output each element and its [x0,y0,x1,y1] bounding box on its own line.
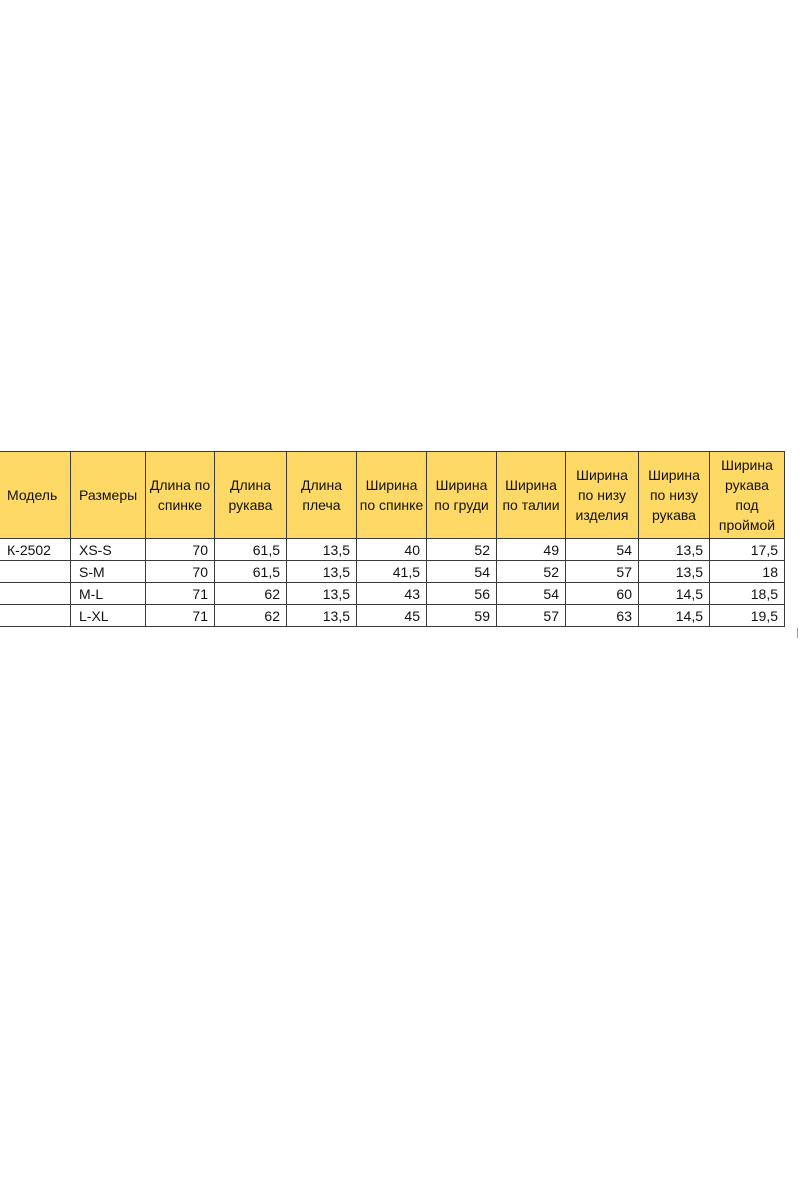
cell-value[interactable]: 62 [215,605,287,627]
cell-model[interactable] [0,583,71,605]
cell-value[interactable]: 63 [566,605,639,627]
table-header-row [0,452,785,539]
header-sleeve-hem-width[interactable]: Ширина по низу рукава [639,452,710,539]
cell-value[interactable]: 54 [566,539,639,561]
cell-size[interactable]: M-L [71,583,146,605]
header-sleeve-length[interactable]: Длина рукава [215,452,287,539]
cell-value[interactable]: 14,5 [639,605,710,627]
cell-value[interactable]: 59 [427,605,497,627]
cell-value[interactable]: 70 [146,539,215,561]
cell-value[interactable]: 19,5 [710,605,785,627]
cell-value[interactable]: 40 [357,539,427,561]
cell-value[interactable]: 61,5 [215,539,287,561]
cell-size[interactable]: S-M [71,561,146,583]
header-hem-width[interactable]: Ширина по низу изделия [566,452,639,539]
cell-value[interactable]: 13,5 [287,583,357,605]
cell-value[interactable]: 62 [215,583,287,605]
cell-value[interactable]: 49 [497,539,566,561]
header-sizes[interactable]: Размеры [71,452,146,539]
header-back-width[interactable]: Ширина по спинке [357,452,427,539]
cell-value[interactable]: 57 [566,561,639,583]
cell-value[interactable]: 13,5 [287,539,357,561]
table-row [0,605,785,627]
cell-value[interactable]: 54 [497,583,566,605]
cell-value[interactable]: 61,5 [215,561,287,583]
page-edge-mark [797,628,798,638]
cell-value[interactable]: 18,5 [710,583,785,605]
header-sleeve-armhole-width[interactable]: Ширина рукава под проймой [710,452,785,539]
cell-value[interactable]: 43 [357,583,427,605]
cell-value[interactable]: 54 [427,561,497,583]
cell-value[interactable]: 70 [146,561,215,583]
cell-value[interactable]: 57 [497,605,566,627]
header-model[interactable]: Модель [0,452,71,539]
cell-value[interactable]: 13,5 [287,561,357,583]
size-chart-table [0,451,785,627]
cell-size[interactable]: L-XL [71,605,146,627]
cell-value[interactable]: 52 [497,561,566,583]
cell-value[interactable]: 14,5 [639,583,710,605]
cell-value[interactable]: 60 [566,583,639,605]
header-shoulder-length[interactable]: Длина плеча [287,452,357,539]
cell-model[interactable] [0,561,71,583]
cell-value[interactable]: 71 [146,583,215,605]
cell-value[interactable]: 41,5 [357,561,427,583]
cell-value[interactable]: 71 [146,605,215,627]
cell-model[interactable] [0,605,71,627]
cell-size[interactable]: XS-S [71,539,146,561]
table-row [0,539,785,561]
header-chest-width[interactable]: Ширина по груди [427,452,497,539]
cell-value[interactable]: 17,5 [710,539,785,561]
cell-value[interactable]: 18 [710,561,785,583]
header-waist-width[interactable]: Ширина по талии [497,452,566,539]
cell-value[interactable]: 56 [427,583,497,605]
cell-value[interactable]: 45 [357,605,427,627]
header-back-length[interactable]: Длина по спинке [146,452,215,539]
cell-value[interactable]: 13,5 [639,539,710,561]
cell-value[interactable]: 52 [427,539,497,561]
table-row [0,583,785,605]
cell-model[interactable]: К-2502 [0,539,71,561]
cell-value[interactable]: 13,5 [287,605,357,627]
table-row [0,561,785,583]
cell-value[interactable]: 13,5 [639,561,710,583]
